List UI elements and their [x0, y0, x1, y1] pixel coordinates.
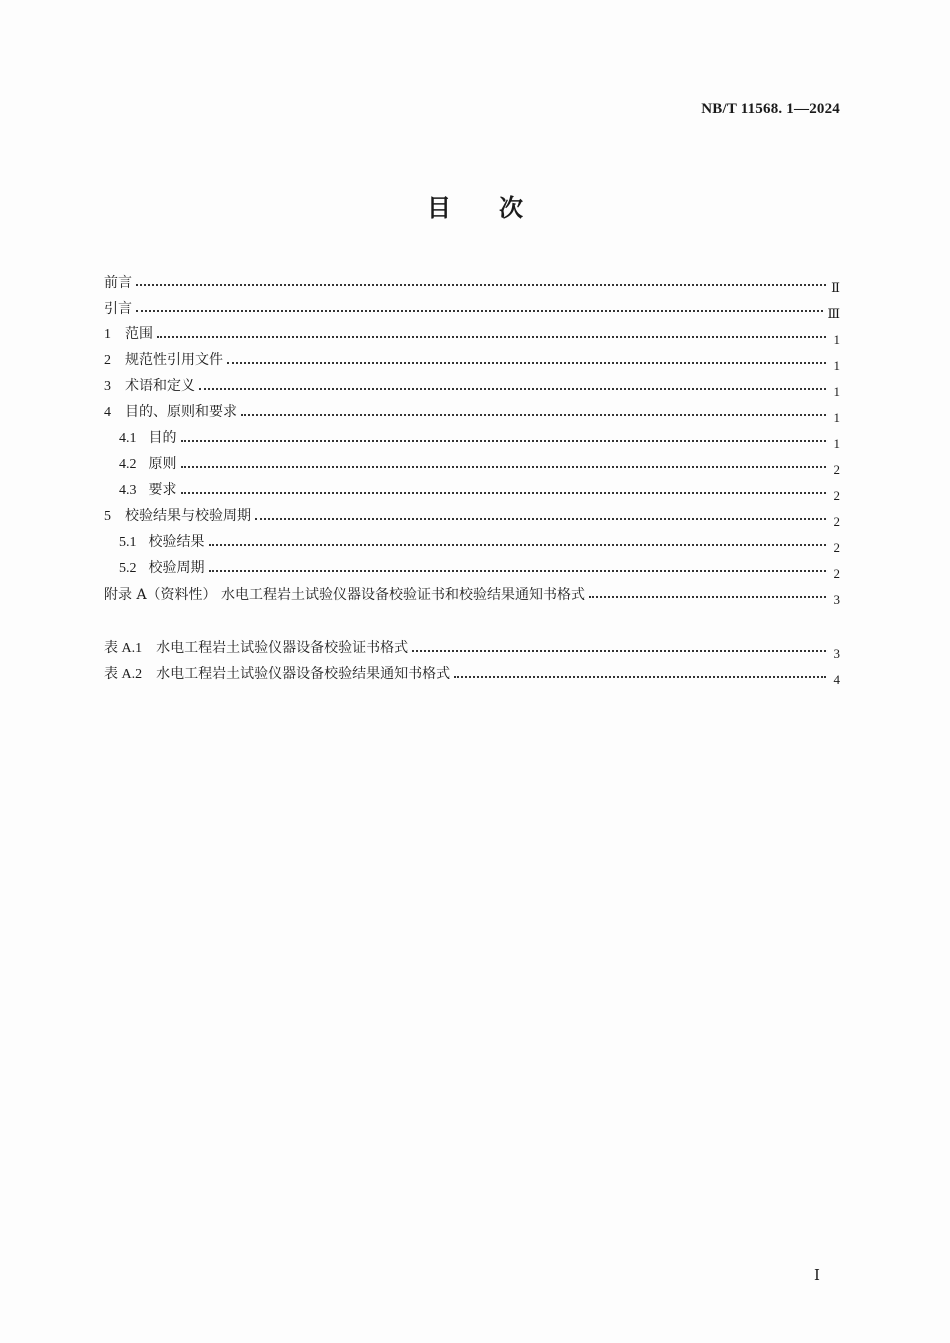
toc-entry-text: 引言	[104, 301, 132, 317]
toc-entry-title	[119, 455, 181, 474]
toc-entry-number: 1	[104, 327, 111, 342]
toc-entry-page: Ⅲ	[827, 306, 840, 321]
toc-entry[interactable]	[104, 422, 840, 451]
toc-entry-title	[104, 639, 412, 658]
toc-entry[interactable]	[104, 578, 840, 607]
table-list	[104, 632, 840, 687]
toc-entry-text: 校验结果	[148, 534, 205, 550]
toc-entry-page: 1	[833, 384, 840, 399]
toc-entry[interactable]	[104, 448, 840, 477]
dot-leader	[412, 649, 826, 652]
toc-entry-text: 水电工程岩土试验仪器设备校验结果通知书格式	[156, 666, 451, 682]
toc-entry-text: 目的、原则和要求	[125, 404, 237, 420]
table-of-contents	[104, 266, 840, 607]
toc-entry-page: 1	[833, 436, 840, 451]
toc-entry-number: 表 A.1	[104, 641, 143, 656]
toc-entry-title	[104, 665, 454, 684]
toc-entry-number: 4.1	[119, 431, 137, 446]
toc-entry-text: 要求	[148, 482, 177, 498]
toc-entry-title	[119, 559, 209, 578]
toc-entry-text: 校验结果与校验周期	[125, 508, 251, 524]
toc-entry-text: 规范性引用文件	[125, 352, 223, 368]
toc-entry-text: 水电工程岩土试验仪器设备校验证书格式	[156, 640, 409, 656]
toc-entry-number: 5.1	[119, 535, 137, 550]
dot-leader	[181, 465, 827, 468]
toc-entry[interactable]	[104, 266, 840, 295]
toc-entry-number: 2	[104, 353, 111, 368]
toc-entry-text: 目的	[148, 430, 177, 446]
dot-leader	[209, 569, 827, 572]
toc-entry-page: 1	[833, 410, 840, 425]
page-number: Ⅰ	[814, 1268, 820, 1284]
dot-leader	[241, 413, 826, 416]
toc-entry-text: 校验周期	[148, 560, 205, 576]
toc-entry-number: 3	[104, 379, 111, 394]
toc-entry-page: 3	[833, 592, 840, 607]
dot-leader	[181, 491, 827, 494]
toc-title: 目次	[427, 194, 571, 222]
toc-entry[interactable]	[104, 474, 840, 503]
toc-entry-page: 2	[833, 514, 840, 529]
toc-entry-title	[104, 377, 199, 396]
toc-entry[interactable]	[104, 318, 840, 347]
toc-entry-text: 前言	[104, 275, 132, 291]
toc-entry-page: 1	[833, 332, 840, 347]
toc-entry-page: 3	[833, 646, 840, 661]
toc-entry-title	[119, 481, 181, 500]
dot-leader	[589, 595, 826, 598]
toc-entry-page: 2	[833, 566, 840, 581]
toc-entry-number: 4.3	[119, 483, 137, 498]
toc-entry-page: 4	[833, 672, 840, 687]
toc-entry[interactable]	[104, 526, 840, 555]
dot-leader	[227, 361, 826, 364]
toc-entry-title	[104, 586, 589, 604]
toc-entry[interactable]	[104, 552, 840, 581]
dot-leader	[454, 675, 826, 678]
toc-entry-text: 原则	[148, 456, 177, 472]
toc-entry-title	[119, 533, 209, 552]
table-list-entry[interactable]	[104, 658, 840, 687]
toc-entry-title	[104, 351, 227, 370]
toc-entry[interactable]	[104, 292, 840, 321]
dot-leader	[255, 517, 826, 520]
toc-entry-number: 5	[104, 509, 111, 524]
toc-entry-page: 2	[833, 488, 840, 503]
dot-leader	[209, 543, 827, 546]
toc-entry-title	[104, 507, 255, 526]
toc-entry-text: 术语和定义	[125, 378, 195, 394]
toc-entry-title	[104, 300, 136, 318]
table-list-entry[interactable]	[104, 632, 840, 661]
toc-entry-title	[104, 403, 241, 422]
toc-entry-page: 2	[833, 462, 840, 477]
dot-leader	[181, 439, 827, 442]
toc-entry-number: 5.2	[119, 561, 137, 576]
toc-entry[interactable]	[104, 500, 840, 529]
toc-entry-number: 4.2	[119, 457, 137, 472]
toc-entry-page: 2	[833, 540, 840, 555]
toc-entry[interactable]	[104, 370, 840, 399]
toc-entry-title	[104, 274, 136, 292]
toc-entry-page: 1	[833, 358, 840, 373]
toc-entry-title	[104, 325, 157, 344]
dot-leader	[199, 387, 826, 390]
toc-entry[interactable]	[104, 396, 840, 425]
toc-entry-text: 附录 A（资料性） 水电工程岩土试验仪器设备校验证书和校验结果通知书格式	[104, 587, 586, 603]
dot-leader	[136, 309, 823, 312]
dot-leader	[157, 335, 826, 338]
toc-entry-page: Ⅱ	[831, 280, 840, 295]
toc-entry[interactable]	[104, 344, 840, 373]
toc-entry-number: 4	[104, 405, 111, 420]
toc-entry-text: 范围	[125, 326, 153, 342]
dot-leader	[136, 283, 826, 286]
standard-code: NB/T 11568. 1—2024	[701, 101, 840, 117]
toc-entry-number: 表 A.2	[104, 667, 143, 682]
toc-entry-title	[119, 429, 181, 448]
